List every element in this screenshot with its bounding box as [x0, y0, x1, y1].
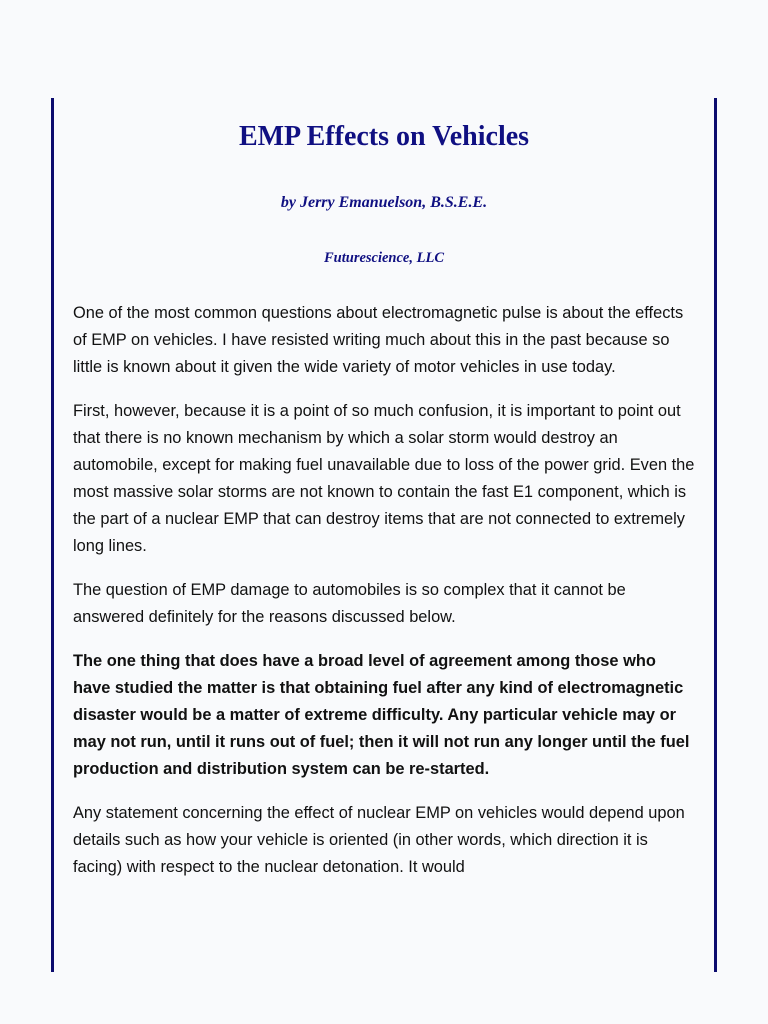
paragraph-solar-storm: First, however, because it is a point of so much confusion, it is important to point out that there is no known mechanism by which a solar storm would destroy an automobile, except for making fuel unavailable due to loss of the power grid. Even the most massive solar storms are not known to contain the fast E1 component, which is the part of a nuclear EMP that can destroy items that are not connected to extremely long lines.	[73, 402, 695, 555]
left-border-rule	[51, 98, 54, 972]
author-byline: by Jerry Emanuelson, B.S.E.E.	[280, 194, 488, 211]
company-name: Futurescience, LLC	[323, 250, 445, 266]
paragraph-intro: One of the most common questions about electromagnetic pulse is about the effects of EMP on vehicles. I have resisted writing much about this in the past because so little is known about it given the wide variety of motor vehicles in use today.	[73, 304, 684, 376]
right-border-rule	[714, 98, 717, 972]
paragraph-complexity: The question of EMP damage to automobiles is so complex that it cannot be answered definitely for the reasons discussed below.	[73, 581, 626, 626]
paragraph-fuel-agreement: The one thing that does have a broad level of agreement among those who have studied the matter is that obtaining fuel after any kind of electromagnetic disaster would be a matter of extreme difficulty. Any particular vehicle may or may not run, until it runs out of fuel; then it will not run any longer until the fuel production and distribution system can be re-started.	[73, 652, 690, 778]
article-body	[73, 118, 695, 881]
article-title: EMP Effects on Vehicles	[238, 121, 530, 152]
paragraph-orientation: Any statement concerning the effect of nuclear EMP on vehicles would depend upon details such as how your vehicle is oriented (in other words, which direction it is facing) with respect to the nuclear detonation. It would	[73, 804, 685, 876]
